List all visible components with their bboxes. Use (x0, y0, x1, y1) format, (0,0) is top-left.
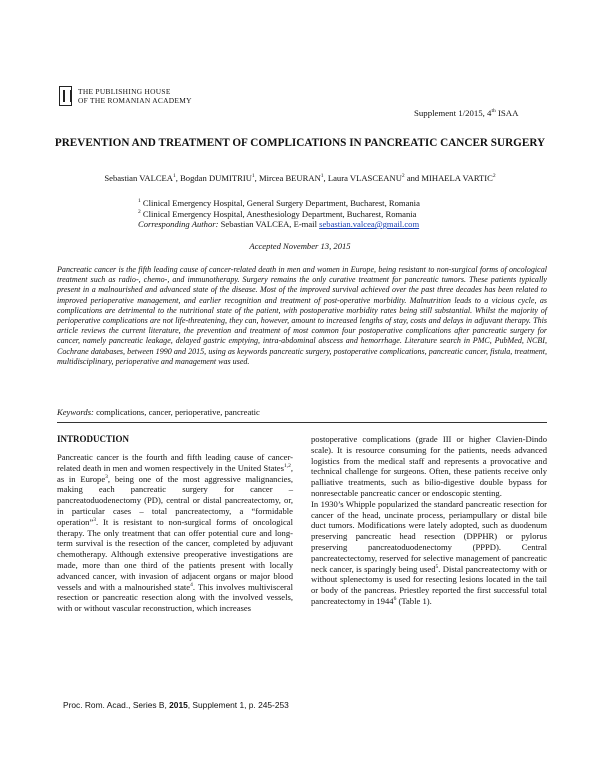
corresponding-author-text: Sebastian VALCEA, E-mail (218, 219, 320, 229)
affiliation-2-sup: 2 (138, 208, 141, 215)
intro-p3-c: (Table 1). (396, 595, 432, 606)
intro-p3-a: In 1930’s Whipple popularized the standard pancreatic resection for cancer of the head, uncinate process, periampullary or distal bile duct tumors. Modifications were lately adopted, such as duodenum preserving pancreatic head resection (DPPHR) or pylorus preserving pancreatoduodenectomy (PPPD). Central pancreatectectomy, reserved for selective management of pancreatic neck cancer, is sparingly being used (311, 498, 547, 574)
affiliation-2-text: Clinical Emergency Hospital, Anesthesiology Department, Bucharest, Romania (140, 208, 417, 219)
journal-footer (63, 700, 289, 710)
intro-p1-d: . It is resistant to non-surgical forms of oncological therapy. The only treatment that can offer potential cure and long-term survival is the resection of the cancer, completed by adjuvant chemotherapy. Although extensive preoperative investigations are made, more than one third of the patients present with locally advanced cancer, with invasion of adjacent organs or major blood vessels and with a malnourished state (57, 516, 293, 592)
corresponding-email-link[interactable]: sebastian.valcea@gmail.com (319, 219, 420, 229)
publisher-name (78, 87, 192, 105)
section-divider (57, 422, 547, 423)
accepted-date: Accepted November 13, 2015 (249, 241, 351, 251)
introduction-heading: INTRODUCTION (57, 434, 130, 444)
intro-p3-b: . Distal pancreatectomy with or without splenectomy is used for resecting lesions located in the tail or body of the pancreas. Priestley reported the first successful total pancreatectomy in 1944 (311, 563, 548, 606)
footer-year: 2015 (169, 700, 188, 710)
affiliations (138, 198, 420, 230)
author-3-sup: 1 (320, 173, 324, 180)
author-1: Sebastian VALCEA (104, 173, 174, 183)
footer-journal: Proc. Rom. Acad., Series B, (63, 700, 170, 710)
supplement-text: Supplement 1/2015, 4 (414, 108, 492, 118)
author-3: , Mircea BEURAN (254, 173, 321, 183)
citation-sup: 1,2 (283, 462, 291, 469)
intro-p1-e: . This involves multivisceral resection or pancreatic resection along with the involved vessels, with or without vascular reconstruction, which increases (57, 581, 293, 614)
affiliation-1 (138, 198, 420, 209)
supplement-sup: th (491, 108, 496, 115)
citation-sup: 4 (190, 581, 193, 588)
intro-p1-a: Pancreatic cancer is the fourth and fifth leading cause of cancer-related death in men and women respectively in the United States (57, 452, 293, 473)
author-2-sup: 1 (251, 173, 255, 180)
author-5: and MIHAELA VARTIC (404, 173, 493, 183)
supplement-label (414, 108, 518, 118)
author-1-sup: 1 (173, 173, 176, 180)
citation-sup: 3 (93, 516, 97, 523)
intro-paragraph-3 (311, 499, 547, 607)
paper-title: PREVENTION AND TREATMENT OF COMPLICATIONS IN PANCREATIC CANCER SURGERY (54, 137, 546, 149)
keywords (57, 407, 260, 417)
author-list (40, 173, 560, 183)
body-column-left (57, 452, 293, 614)
affiliation-1-sup: 1 (138, 198, 141, 205)
affiliation-1-text: Clinical Emergency Hospital, General Surgery Department, Bucharest, Romania (140, 198, 420, 208)
academy-logo-icon (59, 86, 72, 106)
author-2: , Bogdan DUMITRIU (175, 173, 252, 183)
citation-sup: 6 (393, 596, 397, 603)
affiliation-2 (138, 209, 420, 220)
corresponding-author (138, 219, 420, 230)
publisher-line-2: OF THE ROMANIAN ACADEMY (78, 96, 192, 105)
body-column-right (311, 434, 547, 607)
abstract: Pancreatic cancer is the fifth leading cause of cancer-related death in men and women in Europe, being resistant to non-surgical forms of oncological treatment such as radio-, chemo-, and immunotherapy. Surgery remains the only curative treatment for pancreatic tumors. These patients typically present in a malnourished and advanced state of the disease. Most of the improved survival achieved over the past three decades has been related to improved perioperative management, and earlier recognition and treatment of post-operative morbidity. Malnutrition leads to a vicious cycle, as complications are detrimental to the nutritional state of the patient, with postoperative morbidity rates being still substantial. Whilst the majority of perioperative complications are not life-threatening, they can, however, amount to increased lengths of stay, costs and delays in adjuvant therapy. This article reviews the current literature, the prevention and treatment of most common four postoperative complications after pancreatic surgery for cancer, namely pancreatic leakage, delayed gastric emptying, intra-abdominal abscess and hemorrhage. Literature search in PMC, PubMed, NCBI, Cochrane databases, between 1990 and 2015, using as keywords pancreatic surgery, postoperative complications, pancreatic cancer, fistula, treatment, multidisciplinary, perioperative and management was used. (57, 265, 547, 366)
publisher-line-1: THE PUBLISHING HOUSE (78, 87, 171, 96)
citation-sup: 3 (105, 473, 108, 480)
author-4-sup: 2 (401, 173, 405, 180)
footer-rest: , Supplement 1, p. 245-253 (187, 700, 289, 710)
author-5-sup: 2 (492, 173, 496, 180)
author-4: , Laura VLASCEANU (323, 173, 402, 183)
intro-paragraph-1 (57, 452, 293, 614)
intro-paragraph-2: postoperative complications (grade III or higher Clavien-Dindo scale). It is resource consuming for the patients, needs advanced logistics from the medical staff and represents a provocative and technical challenge for surgeons. Often, these patients receive only palliative treatments, such as bilio-digestive double bypass for nonresectable pancreatic cancer or endoscopic stenting. (311, 434, 547, 498)
citation-sup: 5 (435, 563, 439, 570)
supplement-tail: ISAA (495, 108, 519, 118)
corresponding-author-label: Corresponding Author: (138, 219, 219, 229)
keywords-text: complications, cancer, perioperative, pancreatic (93, 407, 260, 417)
intro-p1-b: , as in Europe (57, 462, 293, 484)
intro-p1-c: , being one of the most aggressive malignancies, making each pancreatic surgery for cancer – pancreatoduodenectomy (PD), central or distal pancreatectomy, or, in particular cases – total pancreatectomy, a “formidable operation” (57, 473, 293, 527)
keywords-label: Keywords: (57, 407, 94, 417)
